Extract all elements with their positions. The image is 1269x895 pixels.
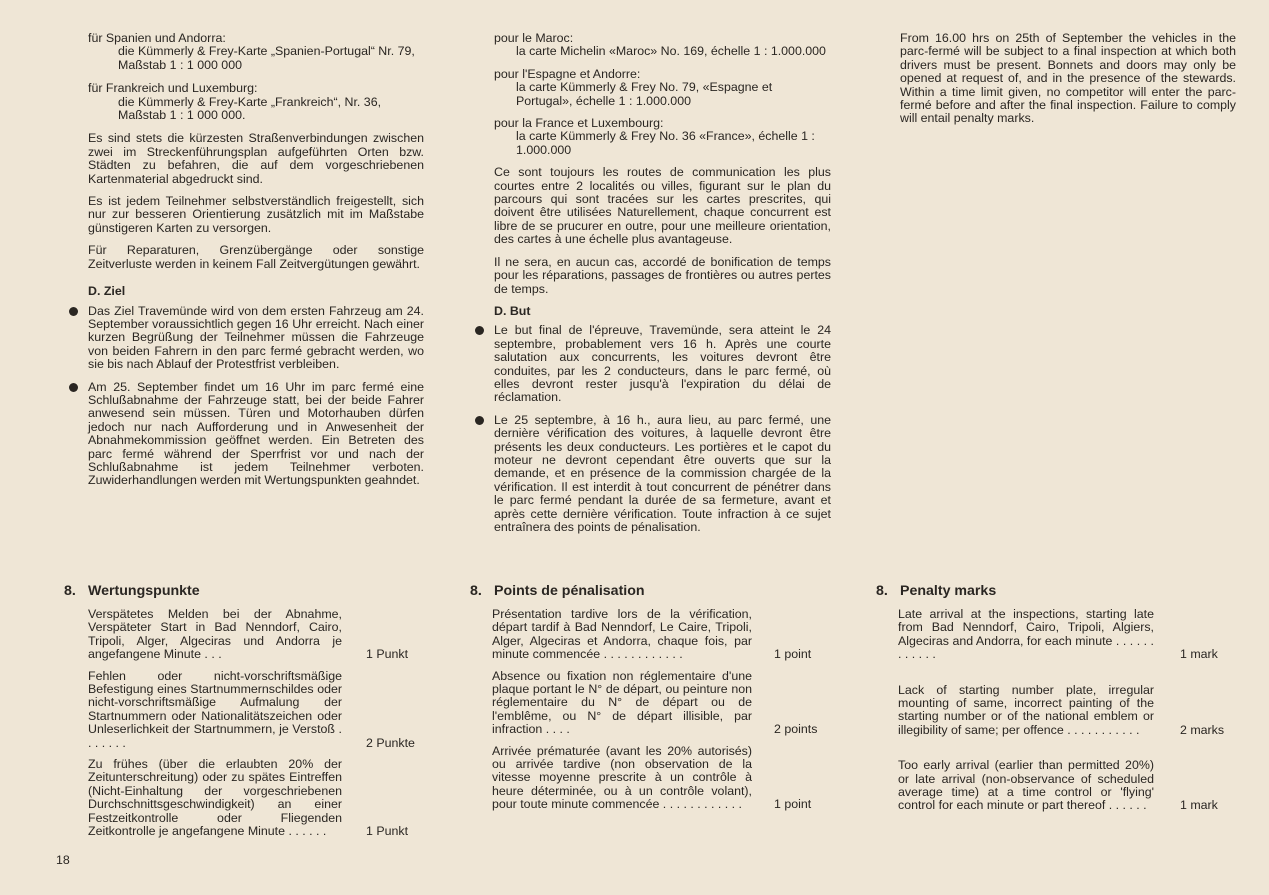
penalty-description: Présentation tardive lors de la vérification, départ tardif à Bad Nenndorf, Le Caire, Tripoli, Alger, Algeciras et Andorra, chaque fois, par minute commencée . . . . . . . . . . . . (492, 607, 752, 662)
france-map-lead: für Frankreich und Luxemburg: (88, 81, 258, 96)
france-map-reference: la carte Kümmerly & Frey No. 36 «France», échelle 1 : 1.000.000 (516, 129, 815, 157)
morocco-map-reference: la carte Michelin «Maroc» No. 169, échelle 1 : 1.000.000 (516, 44, 826, 59)
penalty-points: 1 point (774, 797, 812, 812)
france-map-lead: pour la France et Luxembourg: (494, 116, 664, 131)
penalty-list-de (88, 608, 424, 847)
penalty-row (88, 608, 424, 662)
section-number: 8. (876, 583, 888, 599)
spain-map-reference: die Kümmerly & Frey-Karte „Spanien-Portugal“ Nr. 79, Maßstab 1 : 1 000 000 (118, 44, 415, 72)
goal-heading: D. Ziel (88, 284, 126, 299)
penalty-row (898, 608, 1234, 662)
route-rules-paragraph: Ce sont toujours les routes de communication les plus courtes entre 2 localités ou villes, figurant sur le plan du parcours qui sont tracées sur les cartes prescrites, qui doivent être utilisées Naturellement, chaque concurrent est libre de se prucurer en outre, pour une meilleure orientation, des cartes à une échelle plus avantageuse. (494, 165, 831, 247)
page-number: 18 (56, 853, 70, 867)
penalty-list-en (898, 608, 1234, 835)
bullet-icon (475, 416, 484, 425)
penalty-row (492, 608, 831, 662)
section-heading-en (876, 585, 996, 598)
final-inspection-text: Le 25 septembre, à 16 h., aura lieu, au parc fermé, une dernière vérification des voitures, à laquelle devront être présents les deux conducteurs. Les portières et le capot du moteur ne devront cependant être ouverts que sur la demande, et en présence de la commission chargée de la vérification. Il est interdit à tout concurrent de pénétrer dans le parc fermé pendant la durée de sa fermeture, avant et après cette dernière vérification. Toute infraction à ce sujet entraînera des points de pénalisation. (494, 412, 831, 534)
time-loss-paragraph: Il ne sera, en aucun cas, accordé de bonification de temps pour les réparations, passages de frontières ou autres pertes de temps. (494, 254, 831, 296)
route-rules-paragraph: Es sind stets die kürzesten Straßenverbindungen zwischen zwei im Streckenführungsplan aufgeführten Orten bzw. Städten zu befahren, die auf dem vorgeschriebenen Kartenmaterial abgedruckt sind. (88, 131, 424, 186)
penalty-description: Late arrival at the inspections, starting late from Bad Nenndorf, Cairo, Tripoli, Algiers, Algeciras and Andorra, for each minute . . . . . . . . . . . . (898, 607, 1154, 662)
spain-map-reference: la carte Kümmerly & Frey No. 79, «Espagne et Portugal», échelle 1 : 1.000.000 (516, 80, 773, 108)
penalty-description: Arrivée prématurée (avant les 20% autorisés) ou arrivée tardive (non observation de la vitesse moyenne prescrite à un contrôle à heure déterminée, ou à un contrôle volant), pour toute minute commencée . . . . . . . . . . . . (492, 743, 752, 812)
goal-heading: D. But (494, 303, 531, 318)
penalty-description: Zu frühes (über die erlaubten 20% der Zeitunterschreitung) oder zu spätes Eintreffen (Nicht-Einhaltung der vorgeschriebenen Durchschnittsgeschwindigkeit) an einer Festzeitkontrolle oder Fliegenden Zeitkontrolle je angefangene Minute . . . . . . (88, 757, 342, 839)
goal-arrival-paragraph (494, 324, 831, 404)
penalty-row (492, 745, 831, 812)
penalty-points: 2 Punkte (366, 735, 415, 750)
bullet-icon (69, 383, 78, 392)
morocco-map-lead: pour le Maroc: (494, 31, 574, 45)
france-map-reference: die Kümmerly & Frey-Karte „Frankreich“, Nr. 36, Maßstab 1 : 1 000 000. (118, 94, 382, 123)
penalty-row (88, 758, 424, 838)
penalty-description: Absence ou fixation non réglementaire d'une plaque portant le N° de départ, ou peinture non réglementaire du N° de départ ou de l'emblême, ou N° de départ illisible, par infraction . . . . (492, 668, 752, 737)
final-inspection-paragraph (494, 414, 831, 535)
bullet-icon (475, 326, 484, 335)
penalty-row (492, 670, 831, 737)
penalty-points: 1 mark (1180, 647, 1218, 662)
section-title: Points de pénalisation (494, 583, 645, 599)
english-column (900, 32, 1236, 135)
penalty-row (88, 670, 424, 750)
penalty-points: 1 point (774, 647, 812, 662)
penalty-points: 1 Punkt (366, 824, 409, 839)
section-title: Penalty marks (900, 583, 997, 599)
penalty-points: 1 Punkt (366, 647, 409, 662)
french-column (494, 32, 831, 543)
section-number: 8. (470, 583, 482, 599)
penalty-points: 2 points (774, 722, 818, 737)
goal-arrival-text: Le but final de l'épreuve, Travemünde, sera atteint le 24 septembre, probablement vers 16 h. Après une courte salutation aux concurrents, les voitures devront être conduites, par les 2 conducteurs, dans le parc fermé, où elles devront rester jusqu'à l'expiration du délai de réclamation. (494, 323, 831, 405)
penalty-row (898, 684, 1234, 738)
goal-arrival-text: Das Ziel Travemünde wird von dem ersten Fahrzeug am 24. September voraussichtlich gegen 16 Uhr erreicht. Nach einer kurzen Begrüßung der Teilnehmer müssen die Fahrzeuge von beiden Fahrern in den parc fermé gebracht werden, wo sie bis nach Ablauf der Protestfrist verbleiben. (88, 303, 424, 372)
time-loss-paragraph: Für Reparaturen, Grenzübergänge oder sonstige Zeitverluste werden in keinem Fall Zeitvergütungen gewährt. (88, 243, 424, 271)
goal-arrival-paragraph (88, 305, 424, 372)
section-heading-fr (470, 585, 645, 598)
section-heading-de (64, 585, 200, 598)
final-inspection-paragraph: From 16.00 hrs on 25th of September the vehicles in the parc-fermé will be subject to a final inspection at which both drivers must be present. Bonnets and doors may only be opened at request of, and in the presence of the stewards. Within a time limit given, no competitor will enter the parc-fermé before and after the final inspection. Failure to comply will entail penalty marks. (900, 31, 1236, 126)
spain-map-lead: pour l'Espagne et Andorre: (494, 66, 641, 81)
final-inspection-paragraph (88, 381, 424, 488)
penalty-description: Lack of starting number plate, irregular mounting of same, incorrect painting of the starting number or of the national emblem or illegibility of same; per offence . . . . . . . . . . . (898, 682, 1154, 737)
german-column (88, 32, 424, 497)
bullet-icon (69, 307, 78, 316)
penalty-points: 2 marks (1180, 722, 1225, 737)
penalty-description: Too early arrival (earlier than permitted 20%) or late arrival (non-observance of scheduled average time) at a time control or 'flying' control for each minute or part thereof . . . . . . (898, 758, 1154, 813)
section-number: 8. (64, 583, 76, 599)
spain-map-lead: für Spanien und Andorra: (88, 31, 226, 45)
penalty-description: Fehlen oder nicht-vorschriftsmäßige Befestigung eines Startnummernschildes oder nicht-vorschriftsmäßige Aufmalung der Startnummern oder Nationalitätszeichen oder Unleserlichkeit der Startnummern, je Verstoß . . . . . . . (88, 668, 342, 750)
penalty-description: Verspätetes Melden bei der Abnahme, Verspäteter Start in Bad Nenndorf, Cairo, Tripoli, Alger, Algeciras und Andorra je angefangene Minute . . . (88, 607, 342, 662)
penalty-list-fr (492, 608, 831, 820)
penalty-points: 1 mark (1180, 798, 1218, 813)
final-inspection-text: Am 25. September findet um 16 Uhr im parc fermé eine Schlußabnahme der Fahrzeuge statt, bei der beide Fahrer anwesend sein müssen. Türen und Motorhauben dürfen jedoch nur nach Aufforderung und in Anwesenheit der Abnahmekommission geöffnet werden. Ein Betreten des parc fermé während der Sperrfrist vor und nach der Schlußabnahme ist jedem Teilnehmer verboten. Zuwiderhandlungen werden mit Wertungspunkten geahndet. (88, 379, 424, 488)
penalty-row (898, 759, 1234, 813)
extra-maps-paragraph: Es ist jedem Teilnehmer selbstverständlich freigestellt, sich nur zur besseren Orientierung zusätzlich mit im Maßstabe günstigeren Karten zu versorgen. (88, 194, 424, 235)
section-title: Wertungspunkte (88, 583, 200, 599)
